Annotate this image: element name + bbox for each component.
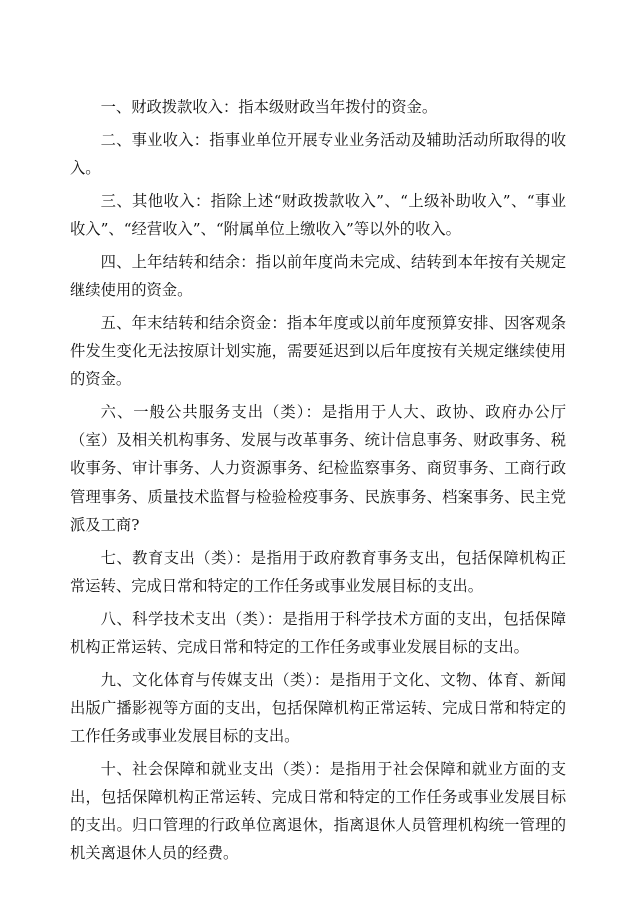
paragraph-fiscal-appropriation-income: 一、财政拨款收入：指本级财政当年拨付的资金。 (100, 98, 438, 116)
paragraph-general-public-services: 六、一般公共服务支出（类）：是指用于人大、政协、政府办公厅（室）及相关机构事务、发展与改革事务、统计信息事务、财政事务、税收事务、审计事务、人力资源事务、纪检监察事务、商贸事务、工商行政管理事务、质量技术监督与检验检疫事务、民族事务、档案事务、民主党派及工商? (70, 403, 566, 534)
paragraph-previous-year-carryover: 四、上年结转和结余：指以前年度尚未完成、结转到本年按有关规定继续使用的资金。 (70, 252, 566, 299)
paragraph-social-security-employment-expenditure: 十、社会保障和就业支出（类）：是指用于社会保障和就业方面的支出，包括保障机构正常运转、完成日常和特定的工作任务或事业发展目标的支出。归口管理的行政单位离退休，指离退休人员管理机构统一管理的机关离退休人员的经费。 (70, 759, 566, 863)
paragraph-science-technology-expenditure: 八、科学技术支出（类）：是指用于科学技术方面的支出，包括保障机构正常运转、完成日常和特定的工作任务或事业发展目标的支出。 (70, 609, 566, 656)
paragraph-other-income: 三、其他收入：指除上述“财政拨款收入”、“上级补助收入”、“事业收入”、“经营收入”、“附属单位上缴收入”等以外的收入。 (70, 191, 566, 238)
paragraph-year-end-carryover: 五、年末结转和结余资金：指本年度或以前年度预算安排、因客观条件发生变化无法按原计划实施，需要延迟到以后年度按有关规定继续使用的资金。 (70, 313, 566, 389)
paragraph-business-income: 二、事业收入：指事业单位开展专业业务活动及辅助活动所取得的收入。 (70, 130, 566, 177)
paragraph-education-expenditure: 七、教育支出（类）：是指用于政府教育事务支出，包括保障机构正常运转、完成日常和特定的工作任务或事业发展目标的支出。 (70, 548, 566, 595)
paragraph-culture-sports-media-expenditure: 九、文化体育与传媒支出（类）：是指用于文化、文物、体育、新闻出版广播影视等方面的支出，包括保障机构正常运转、完成日常和特定的工作任务或事业发展目标的支出。 (70, 670, 566, 746)
document-body (70, 93, 566, 872)
